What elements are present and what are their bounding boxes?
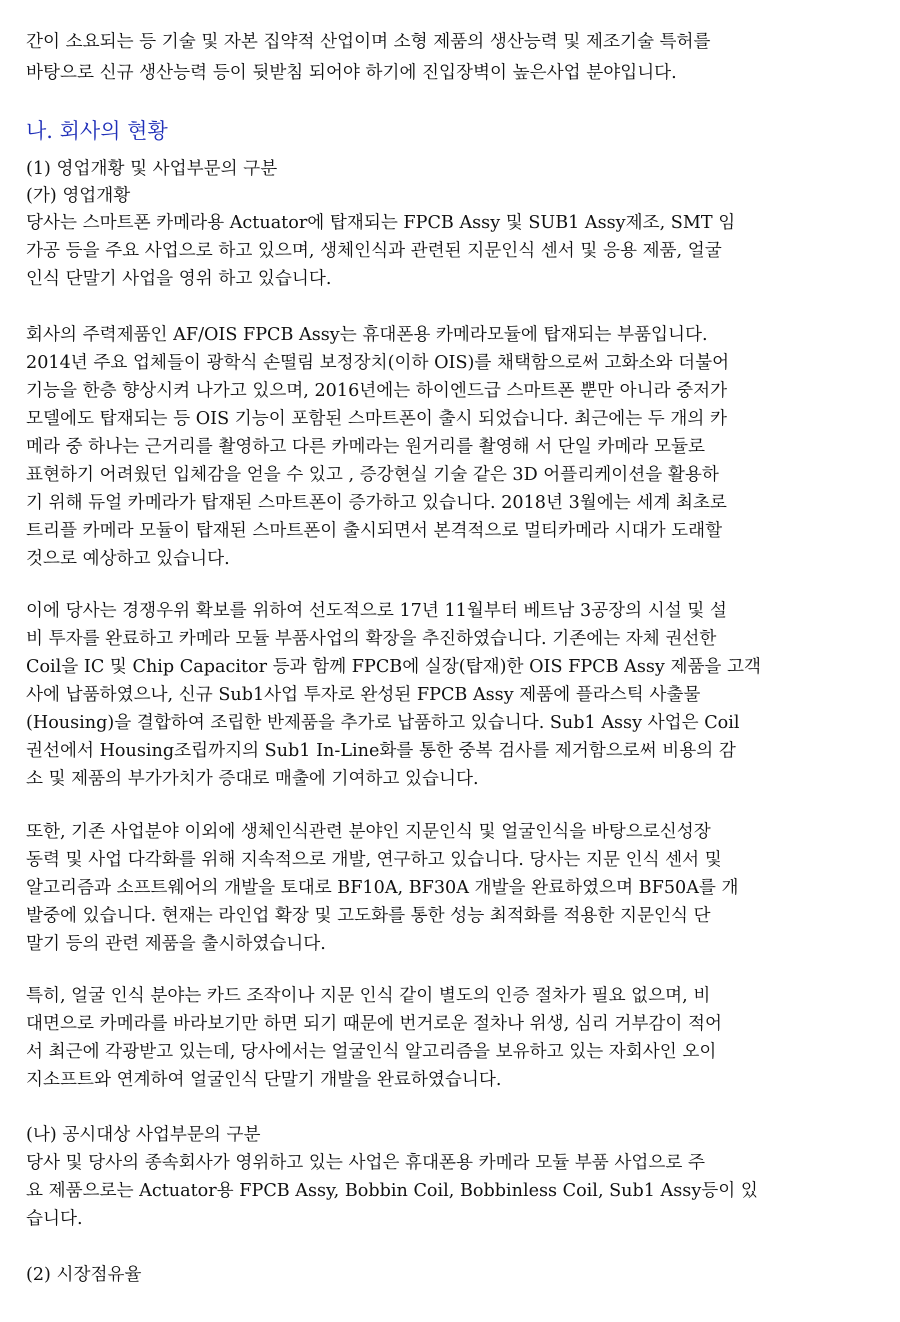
para1-line-1: 당사는 스마트폰 카메라용 Actuator에 탑재되는 FPCB Assy 및 SUB1 Assy제조, SMT 임 <box>26 213 736 233</box>
para2-line-7: 기 위해 듀얼 카메라가 탑재된 스마트폰이 증가하고 있습니다. 2018년 3월에는 세계 최초로 <box>26 493 727 513</box>
intro-line-1: 간이 소요되는 등 기술 및 자본 집약적 산업이며 소형 제품의 생산능력 및 제조기술 특허를 <box>26 32 711 52</box>
subheading-2: (2) 시장점유율 <box>26 1265 142 1285</box>
para3-line-6: 권선에서 Housing조립까지의 Sub1 In-Line화를 통한 중복 검사를 제거함으로써 비용의 감 <box>26 741 736 761</box>
intro-line-2: 바탕으로 신규 생산능력 등이 뒷받침 되어야 하기에 진입장벽이 높은사업 분야입니다. <box>26 63 677 83</box>
para4-line-3: 알고리즘과 소프트웨어의 개발을 토대로 BF10A, BF30A 개발을 완료하였으며 BF50A를 개 <box>26 878 739 898</box>
para4-line-2: 동력 및 사업 다각화를 위해 지속적으로 개발, 연구하고 있습니다. 당사는 지문 인식 센서 및 <box>26 850 722 870</box>
para2-line-5: 메라 중 하나는 근거리를 촬영하고 다른 카메라는 원거리를 촬영해 서 단일 카메라 모듈로 <box>26 437 705 457</box>
para3-line-5: (Housing)을 결합하여 조립한 반제품을 추가로 납품하고 있습니다. Sub1 Assy 사업은 Coil <box>26 713 740 733</box>
para6-line-2: 요 제품으로는 Actuator용 FPCB Assy, Bobbin Coil, Bobbinless Coil, Sub1 Assy등이 있 <box>26 1181 758 1201</box>
para4-line-4: 발중에 있습니다. 현재는 라인업 확장 및 고도화를 통한 성능 최적화를 적용한 지문인식 단 <box>26 906 711 926</box>
para2-line-8: 트리플 카메라 모듈이 탑재된 스마트폰이 출시되면서 본격적으로 멀티카메라 시대가 도래할 <box>26 521 723 541</box>
para5-line-4: 지소프트와 연계하여 얼굴인식 단말기 개발을 완료하였습니다. <box>26 1070 502 1090</box>
para3-line-1: 이에 당사는 경쟁우위 확보를 위하여 선도적으로 17년 11월부터 베트남 3공장의 시설 및 설 <box>26 601 727 621</box>
para1-line-3: 인식 단말기 사업을 영위 하고 있습니다. <box>26 269 332 289</box>
subheading-1a: (가) 영업개황 <box>26 186 131 206</box>
para2-line-2: 2014년 주요 업체들이 광학식 손떨림 보정장치(이하 OIS)를 채택함으로써 고화소와 더불어 <box>26 353 730 373</box>
section-heading: 나. 회사의 현황 <box>26 119 168 143</box>
para2-line-9: 것으로 예상하고 있습니다. <box>26 549 230 569</box>
para6-line-3: 습니다. <box>26 1209 83 1229</box>
subheading-1b: (나) 공시대상 사업부문의 구분 <box>26 1125 261 1145</box>
para5-line-2: 대면으로 카메라를 바라보기만 하면 되기 때문에 번거로운 절차나 위생, 심리 거부감이 적어 <box>26 1014 722 1034</box>
subheading-1: (1) 영업개황 및 사업부문의 구분 <box>26 159 278 179</box>
para4-line-5: 말기 등의 관련 제품을 출시하였습니다. <box>26 934 326 954</box>
para3-line-7: 소 및 제품의 부가가치가 증대로 매출에 기여하고 있습니다. <box>26 769 479 789</box>
para3-line-3: Coil을 IC 및 Chip Capacitor 등과 함께 FPCB에 실장(탑재)한 OIS FPCB Assy 제품을 고객 <box>26 657 762 677</box>
para3-line-2: 비 투자를 완료하고 카메라 모듈 부품사업의 확장을 추진하였습니다. 기존에는 자체 권선한 <box>26 629 717 649</box>
para4-line-1: 또한, 기존 사업분야 이외에 생체인식관련 분야인 지문인식 및 얼굴인식을 바탕으로신성장 <box>26 822 711 842</box>
para5-line-1: 특히, 얼굴 인식 분야는 카드 조작이나 지문 인식 같이 별도의 인증 절차가 필요 없으며, 비 <box>26 986 711 1006</box>
para5-line-3: 서 최근에 각광받고 있는데, 당사에서는 얼굴인식 알고리즘을 보유하고 있는 자회사인 오이 <box>26 1042 717 1062</box>
para2-line-3: 기능을 한층 향상시켜 나가고 있으며, 2016년에는 하이엔드급 스마트폰 뿐만 아니라 중저가 <box>26 381 728 401</box>
para2-line-1: 회사의 주력제품인 AF/OIS FPCB Assy는 휴대폰용 카메라모듈에 탑재되는 부품입니다. <box>26 325 708 345</box>
para2-line-4: 모델에도 탑재되는 등 OIS 기능이 포함된 스마트폰이 출시 되었습니다. 최근에는 두 개의 카 <box>26 409 727 429</box>
para6-line-1: 당사 및 당사의 종속회사가 영위하고 있는 사업은 휴대폰용 카메라 모듈 부품 사업으로 주 <box>26 1153 705 1173</box>
para3-line-4: 사에 납품하였으나, 신규 Sub1사업 투자로 완성된 FPCB Assy 제품에 플라스틱 사출물 <box>26 685 701 705</box>
para1-line-2: 가공 등을 주요 사업으로 하고 있으며, 생체인식과 관련된 지문인식 센서 및 응용 제품, 얼굴 <box>26 241 722 261</box>
para2-line-6: 표현하기 어려웠던 입체감을 얻을 수 있고 , 증강현실 기술 같은 3D 어플리케이션을 활용하 <box>26 465 719 485</box>
